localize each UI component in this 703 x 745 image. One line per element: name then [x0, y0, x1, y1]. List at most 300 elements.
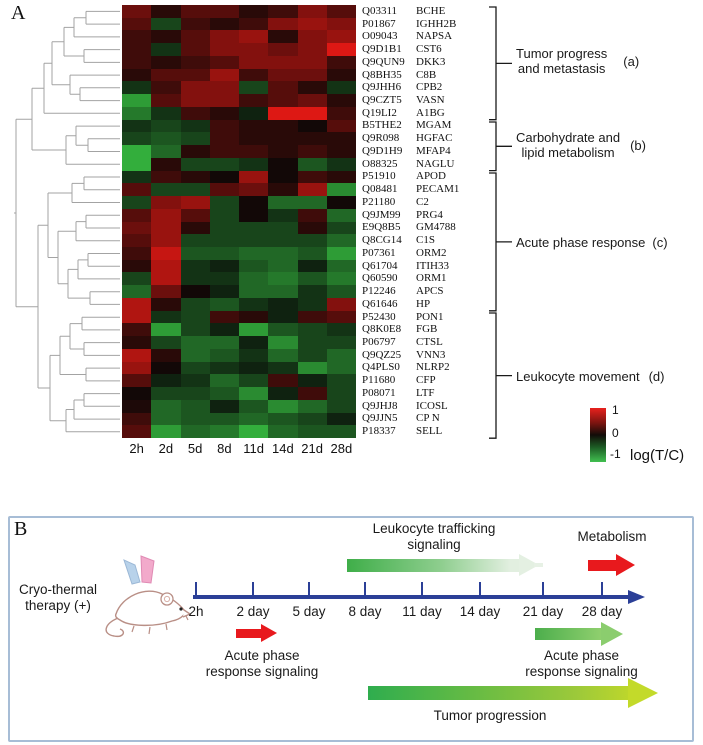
- heatmap-cell: [239, 413, 268, 426]
- heatmap-cell: [181, 18, 210, 31]
- gene-accession: P01867: [362, 17, 396, 30]
- heatmap-cell: [327, 298, 356, 311]
- heatmap-cell: [268, 18, 297, 31]
- gene-row-label: [362, 209, 462, 222]
- gene-accession: Q9CZT5: [362, 94, 402, 106]
- heatmap-cell: [181, 247, 210, 260]
- gene-symbol: FGB: [416, 323, 438, 336]
- timeline-tick: [479, 582, 481, 595]
- timeline-tick: [601, 582, 603, 595]
- heatmap-cell: [298, 387, 327, 400]
- heatmap-cell: [268, 196, 297, 209]
- gene-row-label: [362, 30, 462, 43]
- heatmap-cell: [298, 234, 327, 247]
- heatmap-cell: [268, 183, 297, 196]
- heatmap-cell: [239, 272, 268, 285]
- gene-symbol: PRG4: [416, 208, 443, 221]
- metabolism-arrow: [588, 560, 616, 571]
- acute-left-arrowhead-icon: [261, 624, 277, 642]
- heatmap-cell: [122, 132, 151, 145]
- gene-symbol: ORM2: [416, 246, 447, 259]
- timeline-bar: [193, 595, 630, 599]
- gene-row-label: [362, 171, 462, 184]
- heatmap-cell: [181, 132, 210, 145]
- heatmap-cell: [210, 323, 239, 336]
- category-a-line2: and metastasis: [517, 61, 606, 76]
- heatmap-cell: [151, 413, 180, 426]
- gene-accession: Q8K0E8: [362, 323, 402, 336]
- heatmap-cell: [327, 413, 356, 426]
- acute-left-line2: response signaling: [205, 664, 319, 679]
- timeline-tick: [195, 582, 197, 595]
- heatmap-cell: [151, 107, 180, 120]
- heatmap-cell: [268, 387, 297, 400]
- gene-symbol: MFAP4: [416, 144, 451, 157]
- acute-left-arrow: [236, 629, 261, 638]
- gene-symbol: C8B: [416, 68, 437, 81]
- heatmap-cell: [181, 336, 210, 349]
- gene-row-label: [362, 323, 462, 336]
- gene-symbol: DKK3: [416, 55, 446, 68]
- heatmap-cell: [239, 336, 268, 349]
- heatmap-cell: [210, 222, 239, 235]
- heatmap-cell: [210, 43, 239, 56]
- metabolism-arrowhead-icon: [616, 554, 635, 576]
- heatmap-cell: [210, 145, 239, 158]
- heatmap-cell: [151, 43, 180, 56]
- heatmap-cell: [151, 120, 180, 133]
- heatmap-cell: [268, 260, 297, 273]
- gene-accession: O09043: [362, 30, 398, 43]
- gene-row-label: [362, 336, 462, 349]
- heatmap-cell: [268, 298, 297, 311]
- gene-accession: P12246: [362, 285, 396, 298]
- gene-accession: O88325: [362, 157, 398, 170]
- heatmap-cell: [239, 18, 268, 31]
- heatmap-cell: [298, 425, 327, 438]
- dendrogram: [8, 0, 122, 445]
- heatmap-cell: [268, 43, 297, 56]
- heatmap-cell: [327, 94, 356, 107]
- heatmap-cell: [298, 120, 327, 133]
- gene-accession: P21180: [362, 195, 396, 208]
- gene-accession: Q19LI2: [362, 106, 397, 119]
- heatmap-cell: [268, 425, 297, 438]
- heatmap-cell: [122, 400, 151, 413]
- heatmap-cell: [327, 171, 356, 184]
- heatmap-cell: [210, 336, 239, 349]
- heatmap-cell: [298, 94, 327, 107]
- heatmap: [122, 5, 356, 438]
- gene-symbol: CST6: [416, 43, 442, 56]
- acute-left-line1: Acute phase: [224, 648, 300, 663]
- heatmap-cell: [239, 132, 268, 145]
- column-label: 2d: [158, 441, 174, 456]
- leukocyte-line1: Leukocyte trafficking: [372, 521, 496, 536]
- heatmap-cell: [122, 260, 151, 273]
- category-b: [516, 130, 646, 160]
- heatmap-cell: [327, 183, 356, 196]
- gene-row-label: [362, 69, 462, 82]
- category-a-tag: (a): [623, 53, 640, 69]
- heatmap-cell: [122, 374, 151, 387]
- heatmap-cell: [210, 400, 239, 413]
- acute-right-line2: response signaling: [525, 664, 638, 679]
- heatmap-cell: [327, 5, 356, 18]
- heatmap-cell: [181, 374, 210, 387]
- heatmap-cell: [298, 56, 327, 69]
- heatmap-cell: [239, 69, 268, 82]
- heatmap-cell: [327, 120, 356, 133]
- gene-accession: B5THE2: [362, 119, 402, 132]
- gene-row-label: [362, 362, 462, 375]
- timeline-point-label: 14 day: [459, 604, 501, 619]
- gene-symbol: HP: [416, 297, 431, 310]
- heatmap-cell: [268, 349, 297, 362]
- gene-accession: P18337: [362, 425, 396, 438]
- leukocyte-label: [347, 521, 521, 553]
- heatmap-cell: [210, 209, 239, 222]
- heatmap-cell: [327, 209, 356, 222]
- heatmap-cell: [151, 362, 180, 375]
- gene-row-label: [362, 56, 462, 69]
- column-label: 28d: [330, 441, 353, 456]
- heatmap-cell: [327, 132, 356, 145]
- heatmap-cell: [268, 171, 297, 184]
- heatmap-cell: [239, 285, 268, 298]
- heatmap-cell: [298, 260, 327, 273]
- heatmap-column-labels: [122, 441, 356, 456]
- gene-symbol: APOD: [416, 170, 446, 183]
- heatmap-cell: [268, 107, 297, 120]
- heatmap-cell: [151, 387, 180, 400]
- heatmap-cell: [327, 158, 356, 171]
- gene-row-labels: [362, 5, 462, 438]
- gene-row-label: [362, 298, 462, 311]
- heatmap-cell: [298, 145, 327, 158]
- heatmap-cell: [239, 387, 268, 400]
- heatmap-cell: [239, 374, 268, 387]
- heatmap-cell: [210, 18, 239, 31]
- heatmap-cell: [327, 145, 356, 158]
- gene-row-label: [362, 425, 462, 438]
- heatmap-cell: [181, 5, 210, 18]
- gene-accession: Q60590: [362, 272, 398, 285]
- heatmap-cell: [181, 323, 210, 336]
- heatmap-cell: [268, 311, 297, 324]
- column-label: 2h: [129, 441, 144, 456]
- heatmap-cell: [151, 145, 180, 158]
- heatmap-cell: [151, 247, 180, 260]
- heatmap-cell: [239, 56, 268, 69]
- heatmap-cell: [181, 120, 210, 133]
- heatmap-cell: [298, 247, 327, 260]
- gene-symbol: ORM1: [416, 272, 447, 285]
- heatmap-cell: [151, 94, 180, 107]
- gene-row-label: [362, 234, 462, 247]
- heatmap-cell: [239, 107, 268, 120]
- heatmap-cell: [210, 425, 239, 438]
- category-b-line1: Carbohydrate and: [516, 130, 621, 145]
- heatmap-cell: [122, 158, 151, 171]
- gene-symbol: PECAM1: [416, 183, 460, 196]
- heatmap-cell: [122, 323, 151, 336]
- acute-right-line1: Acute phase: [543, 648, 620, 663]
- heatmap-cell: [151, 18, 180, 31]
- category-brackets: [486, 0, 516, 445]
- heatmap-cell: [298, 298, 327, 311]
- heatmap-cell: [298, 374, 327, 387]
- heatmap-cell: [151, 81, 180, 94]
- gene-accession: P11680: [362, 374, 396, 387]
- heatmap-cell: [122, 272, 151, 285]
- gene-row-label: [362, 43, 462, 56]
- heatmap-cell: [239, 145, 268, 158]
- gene-row-label: [362, 400, 462, 413]
- gene-symbol: NAGLU: [416, 157, 455, 170]
- gene-row-label: [362, 107, 462, 120]
- heatmap-cell: [298, 132, 327, 145]
- gene-row-label: [362, 413, 462, 426]
- category-c-label: Acute phase response: [516, 235, 646, 250]
- acute-right-label: [519, 648, 644, 680]
- heatmap-cell: [210, 132, 239, 145]
- heatmap-cell: [181, 362, 210, 375]
- category-b-line2: lipid metabolism: [521, 145, 615, 160]
- heatmap-cell: [122, 349, 151, 362]
- gene-row-label: [362, 387, 462, 400]
- heatmap-cell: [298, 400, 327, 413]
- gene-accession: Q03311: [362, 4, 398, 17]
- gene-symbol: PON1: [416, 310, 444, 323]
- heatmap-cell: [327, 107, 356, 120]
- heatmap-cell: [210, 120, 239, 133]
- acute-right-arrow: [535, 628, 601, 640]
- heatmap-cell: [181, 413, 210, 426]
- heatmap-cell: [210, 171, 239, 184]
- heatmap-cell: [210, 311, 239, 324]
- heatmap-cell: [151, 272, 180, 285]
- heatmap-cell: [151, 171, 180, 184]
- heatmap-cell: [122, 413, 151, 426]
- heatmap-cell: [268, 145, 297, 158]
- gene-row-label: [362, 349, 462, 362]
- gene-row-label: [362, 260, 462, 273]
- heatmap-cell: [327, 260, 356, 273]
- heatmap-cell: [268, 94, 297, 107]
- gene-accession: E9Q8B5: [362, 221, 401, 234]
- heatmap-cell: [122, 247, 151, 260]
- heatmap-cell: [298, 30, 327, 43]
- gene-accession: P07361: [362, 246, 396, 259]
- heatmap-cell: [122, 120, 151, 133]
- heatmap-cell: [151, 5, 180, 18]
- heatmap-cell: [298, 183, 327, 196]
- heatmap-cell: [239, 43, 268, 56]
- heatmap-cell: [239, 362, 268, 375]
- heatmap-cell: [210, 94, 239, 107]
- gene-accession: Q8CG14: [362, 234, 402, 247]
- gene-accession: Q9D1H9: [362, 144, 403, 157]
- leukocyte-arrow: [347, 559, 519, 572]
- timeline-tick: [364, 582, 366, 595]
- gene-accession: Q9JHH6: [362, 81, 402, 94]
- heatmap-cell: [210, 183, 239, 196]
- column-label: 11d: [243, 441, 264, 456]
- heatmap-cell: [210, 234, 239, 247]
- heatmap-cell: [210, 247, 239, 260]
- heatmap-cell: [151, 285, 180, 298]
- gene-symbol: NAPSA: [416, 30, 453, 43]
- tumor-label: Tumor progression: [433, 708, 547, 723]
- heatmap-cell: [239, 349, 268, 362]
- heatmap-cell: [239, 158, 268, 171]
- timeline-point-label: 2 day: [236, 604, 270, 619]
- heatmap-cell: [181, 43, 210, 56]
- heatmap-cell: [298, 171, 327, 184]
- heatmap-cell: [122, 387, 151, 400]
- heatmap-cell: [327, 311, 356, 324]
- heatmap-cell: [298, 81, 327, 94]
- heatmap-cell: [327, 387, 356, 400]
- heatmap-cell: [122, 69, 151, 82]
- heatmap-cell: [298, 272, 327, 285]
- heatmap-cell: [268, 132, 297, 145]
- heatmap-cell: [298, 349, 327, 362]
- heatmap-cell: [268, 5, 297, 18]
- treatment-line1: Cryo-thermal: [18, 582, 97, 597]
- heatmap-cell: [268, 336, 297, 349]
- heatmap-cell: [268, 323, 297, 336]
- heatmap-cell: [122, 5, 151, 18]
- gene-accession: Q61704: [362, 259, 398, 272]
- gene-row-label: [362, 94, 462, 107]
- heatmap-cell: [239, 425, 268, 438]
- gene-row-label: [362, 272, 462, 285]
- heatmap-cell: [151, 196, 180, 209]
- heatmap-cell: [268, 234, 297, 247]
- heatmap-cell: [181, 425, 210, 438]
- heatmap-cell: [151, 349, 180, 362]
- heatmap-cell: [327, 272, 356, 285]
- category-d: [516, 369, 664, 384]
- heatmap-cell: [327, 362, 356, 375]
- treatment-label: [10, 582, 106, 614]
- heatmap-cell: [122, 56, 151, 69]
- heatmap-cell: [151, 336, 180, 349]
- gene-accession: Q9JM99: [362, 208, 401, 221]
- heatmap-cell: [268, 374, 297, 387]
- column-label: 14d: [272, 441, 294, 456]
- timeline-point-label: 2h: [188, 604, 204, 619]
- timeline-arrowhead-icon: [628, 590, 645, 604]
- gene-symbol: CTSL: [416, 335, 443, 348]
- timeline-point-label: 11 day: [402, 604, 442, 619]
- heatmap-cell: [181, 285, 210, 298]
- gene-symbol: SELL: [416, 425, 443, 438]
- gene-row-label: [362, 18, 462, 31]
- heatmap-cell: [327, 56, 356, 69]
- gene-accession: Q9JHJ8: [362, 399, 398, 412]
- heatmap-cell: [298, 43, 327, 56]
- column-label: 21d: [301, 441, 323, 456]
- gene-symbol: NLRP2: [416, 361, 450, 374]
- heatmap-cell: [210, 5, 239, 18]
- heatmap-cell: [327, 222, 356, 235]
- heatmap-cell: [298, 107, 327, 120]
- metabolism-label: Metabolism: [577, 529, 647, 544]
- heatmap-cell: [122, 285, 151, 298]
- category-b-tag: (b): [630, 137, 646, 153]
- gene-symbol: VNN3: [416, 348, 446, 361]
- heatmap-cell: [181, 209, 210, 222]
- gene-symbol: CFP: [416, 374, 436, 387]
- heatmap-cell: [298, 69, 327, 82]
- heatmap-cell: [268, 413, 297, 426]
- colorbar: [590, 408, 606, 462]
- heatmap-cell: [239, 209, 268, 222]
- heatmap-cell: [239, 234, 268, 247]
- heatmap-cell: [181, 222, 210, 235]
- heatmap-cell: [122, 311, 151, 324]
- heatmap-cell: [327, 400, 356, 413]
- gene-symbol: ITIH33: [416, 259, 449, 272]
- heatmap-cell: [239, 400, 268, 413]
- heatmap-cell: [122, 298, 151, 311]
- gene-symbol: BCHE: [416, 4, 446, 17]
- heatmap-cell: [327, 336, 356, 349]
- heatmap-cell: [210, 272, 239, 285]
- gene-symbol: ICOSL: [416, 399, 448, 412]
- heatmap-cell: [122, 94, 151, 107]
- heatmap-cell: [268, 30, 297, 43]
- heatmap-cell: [239, 247, 268, 260]
- tumor-arrowhead-icon: [628, 678, 658, 708]
- heatmap-cell: [298, 413, 327, 426]
- heatmap-cell: [268, 400, 297, 413]
- heatmap-cell: [181, 387, 210, 400]
- heatmap-cell: [239, 171, 268, 184]
- heatmap-cell: [327, 18, 356, 31]
- heatmap-cell: [210, 196, 239, 209]
- heatmap-cell: [298, 158, 327, 171]
- timeline-point-label: 21 day: [522, 604, 564, 619]
- heatmap-cell: [210, 107, 239, 120]
- gene-accession: P08071: [362, 386, 396, 399]
- heatmap-cell: [239, 5, 268, 18]
- leukocyte-line2: signaling: [407, 537, 461, 552]
- gene-row-label: [362, 374, 462, 387]
- heatmap-cell: [181, 196, 210, 209]
- heatmap-cell: [268, 272, 297, 285]
- heatmap-cell: [151, 183, 180, 196]
- heatmap-cell: [181, 30, 210, 43]
- heatmap-cell: [122, 209, 151, 222]
- heatmap-cell: [298, 209, 327, 222]
- colorbar-tick-max: 1: [612, 403, 619, 417]
- gene-symbol: APCS: [416, 285, 444, 298]
- heatmap-cell: [298, 336, 327, 349]
- heatmap-cell: [122, 107, 151, 120]
- heatmap-cell: [268, 209, 297, 222]
- gene-symbol: GM4788: [416, 221, 456, 234]
- gene-accession: Q9R098: [362, 132, 400, 145]
- heatmap-cell: [239, 311, 268, 324]
- heatmap-cell: [210, 362, 239, 375]
- heatmap-cell: [210, 387, 239, 400]
- heatmap-cell: [298, 196, 327, 209]
- heatmap-cell: [122, 183, 151, 196]
